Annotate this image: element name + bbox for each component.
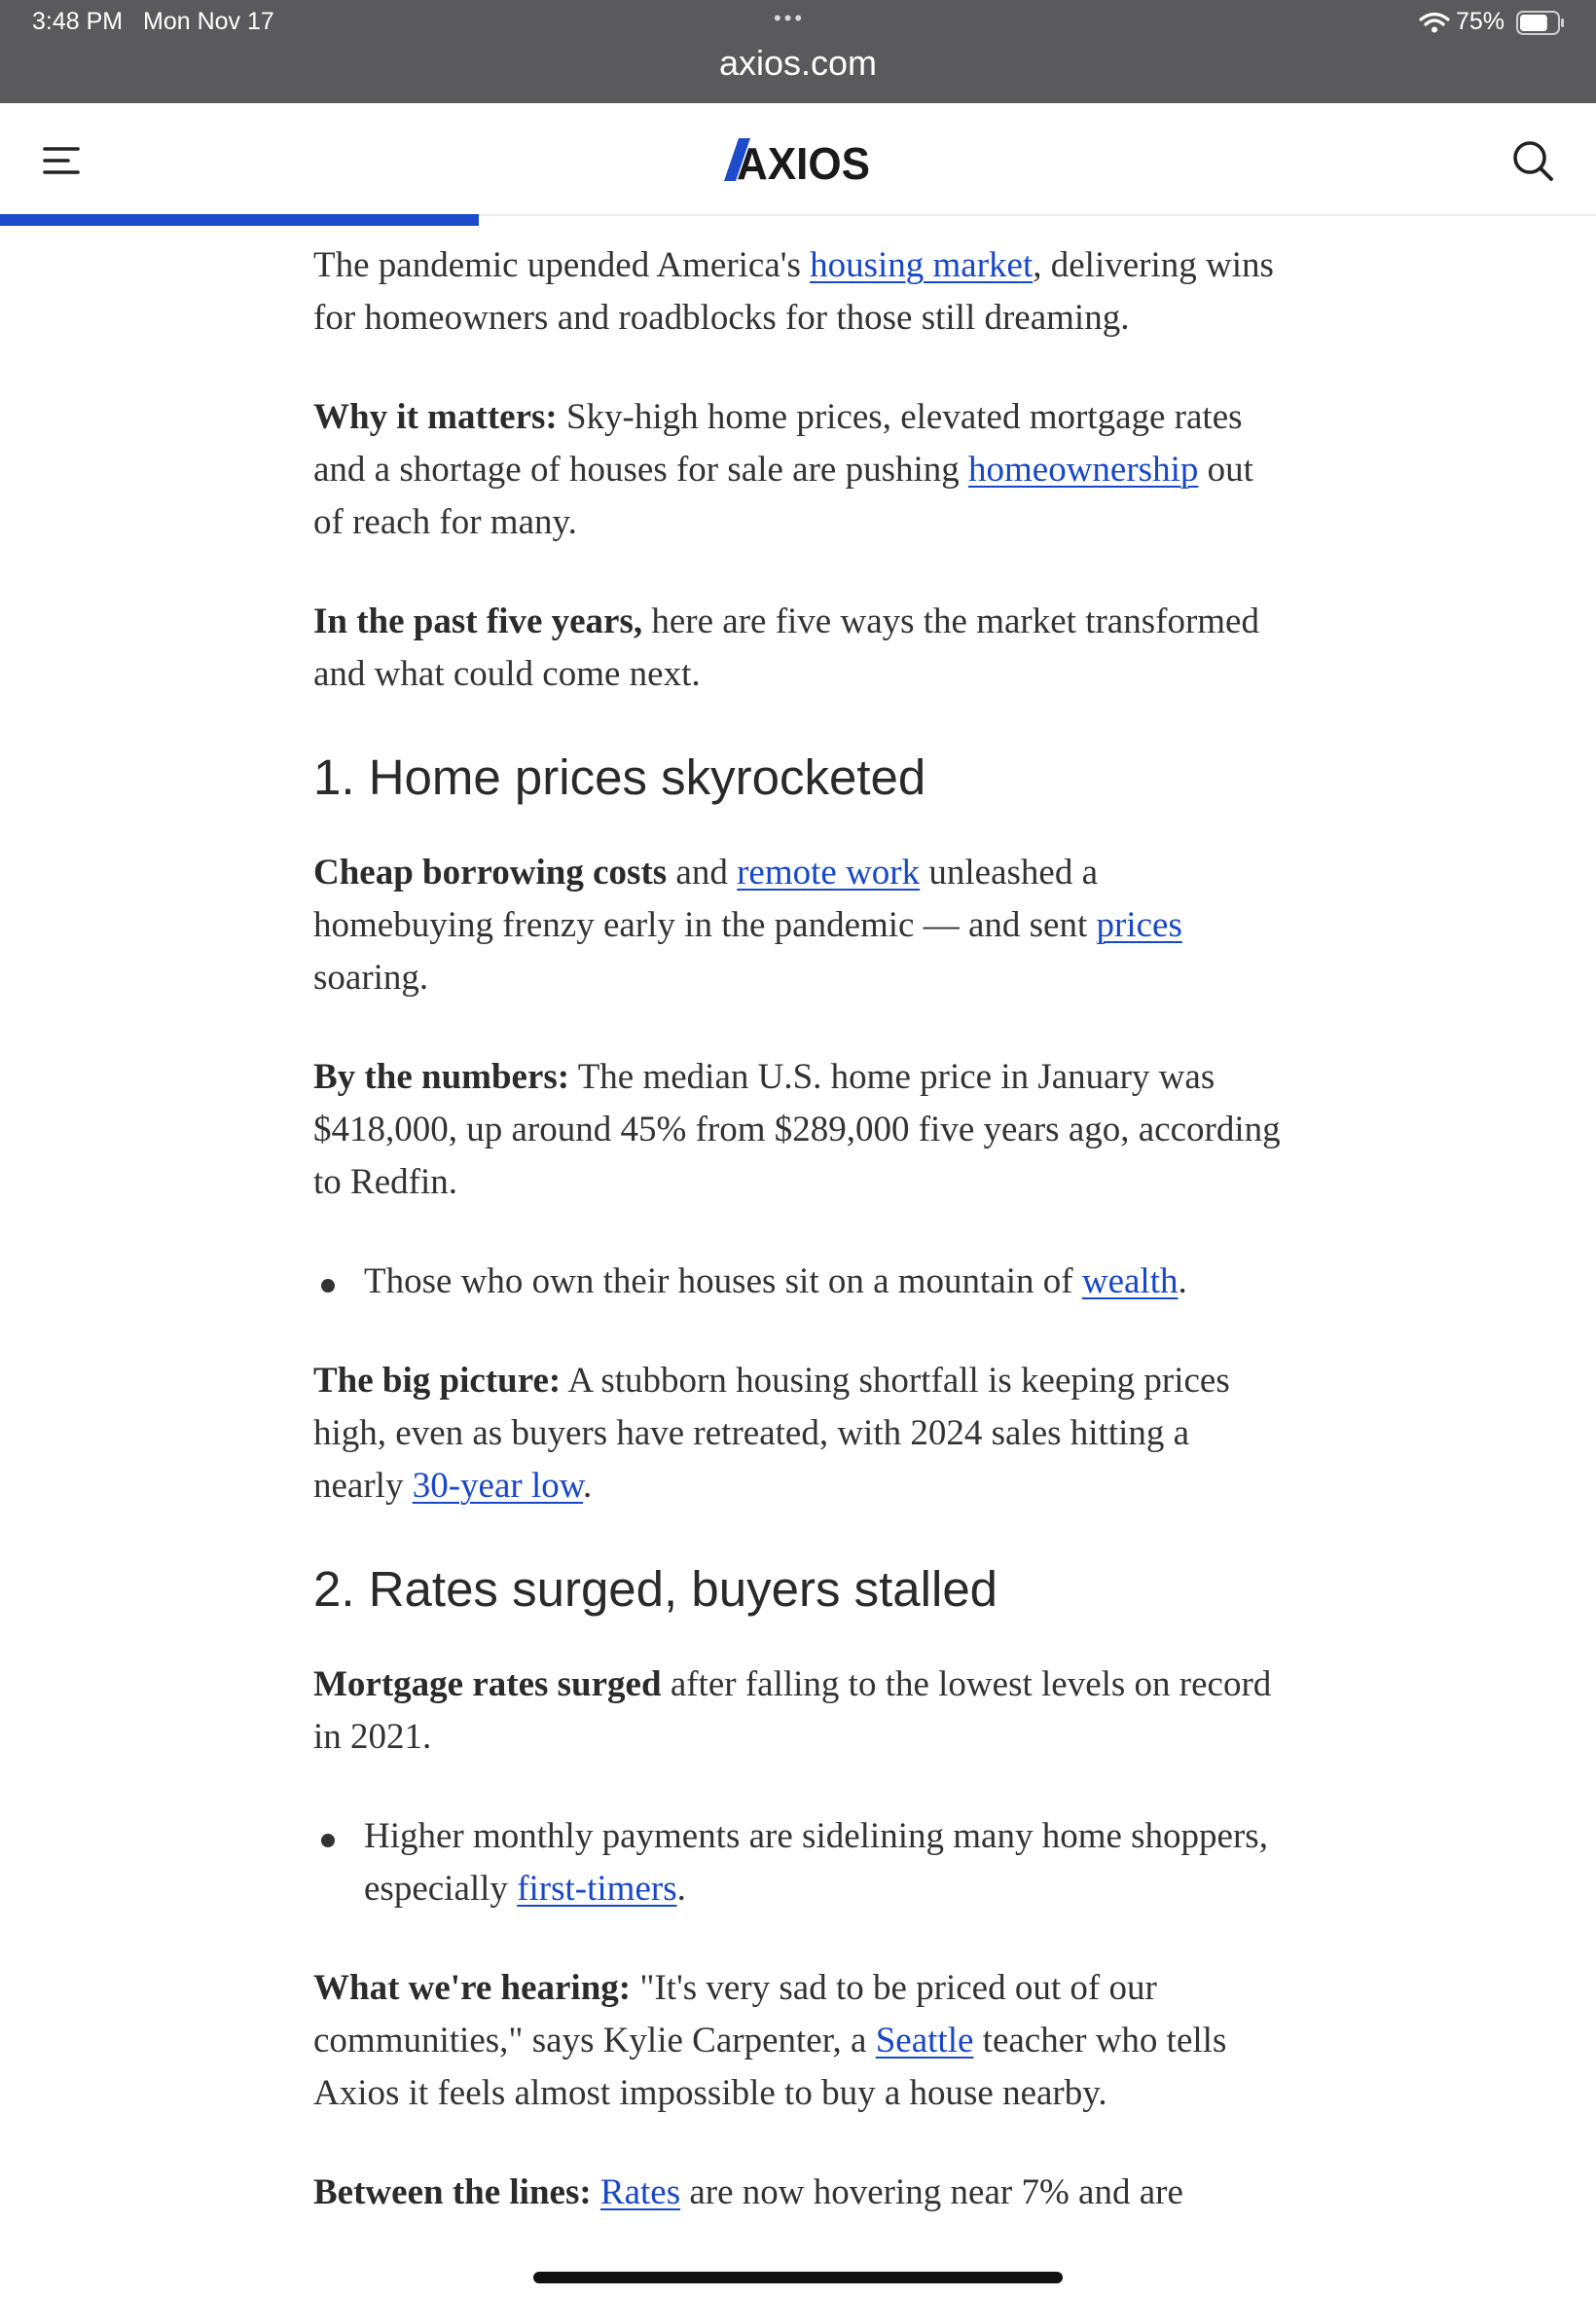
link-prices[interactable]: prices (1096, 905, 1182, 945)
why-it-matters-paragraph: Why it matters: Sky-high home prices, elevated mortgage rates and a shortage of houses for sale are pushing homeownership out of reach for many. (313, 397, 1253, 542)
link-first-timers[interactable]: first-timers (517, 1869, 677, 1909)
link-wealth[interactable]: wealth (1081, 1261, 1179, 1301)
article-body (313, 239, 1287, 2266)
link-housing-market[interactable]: housing market (810, 245, 1034, 285)
big-picture-paragraph: The big picture: A stubborn housing shortfall is keeping prices high, even as buyers have retreated, with 2024 sales hitting a nearly 30-year low. (313, 1361, 1230, 1506)
reading-progress-bar (0, 214, 1596, 226)
by-the-numbers-paragraph: By the numbers: The median U.S. home price in January was $418,000, up around 45% from $289,000 five years ago, according to Redfin. (313, 1057, 1281, 1202)
section-heading-1: 1. Home prices skyrocketed (313, 749, 926, 805)
battery-icon (1516, 11, 1565, 35)
bullet-list (313, 1810, 1287, 1915)
bullet-list (313, 1256, 1287, 1308)
link-remote-work[interactable]: remote work (737, 853, 921, 893)
status-bar (0, 0, 1596, 103)
past-five-years-paragraph: In the past five years, here are five ways the market transformed and what could come next. (313, 602, 1259, 694)
link-rates[interactable]: Rates (599, 2172, 681, 2212)
axios-logo[interactable] (724, 132, 872, 187)
status-time: 3:48 PM (32, 8, 124, 35)
link-30-year-low[interactable]: 30-year low (412, 1466, 584, 1506)
what-were-hearing-paragraph: What we're hearing: "It's very sad to be priced out of our communities," says Kylie Carpenter, a Seattle teacher who tells Axios it feels almost impossible to buy a house nearby. (313, 1968, 1227, 2113)
section-heading-2: 2. Rates surged, buyers stalled (313, 1561, 998, 1617)
reading-progress-fill (0, 214, 479, 226)
intro-paragraph: The pandemic upended America's housing market, delivering wins for homeowners and roadblocks for those still dreaming. (313, 245, 1274, 338)
battery-percent: 75% (1456, 8, 1505, 35)
between-the-lines-paragraph: Between the lines: Rates are now hovering near 7% and are (313, 2172, 1183, 2212)
wifi-icon (1419, 12, 1450, 33)
multitasking-dots-icon[interactable]: ••• (774, 6, 806, 30)
list-item: Those who own their houses sit on a mountain of wealth. (313, 1256, 1287, 1308)
home-indicator[interactable] (533, 2272, 1063, 2283)
link-seattle[interactable]: Seattle (875, 2021, 974, 2060)
cheap-borrowing-paragraph: Cheap borrowing costs and remote work unleashed a homebuying frenzy early in the pandemic — and sent prices soaring. (313, 853, 1182, 998)
svg-text:AXIOS: AXIOS (737, 138, 870, 187)
hamburger-menu-icon[interactable] (43, 146, 82, 175)
list-item: Higher monthly payments are sidelining many home shoppers, especially first-timers. (313, 1810, 1287, 1915)
address-bar-url[interactable]: axios.com (718, 43, 878, 83)
status-date: Mon Nov 17 (143, 8, 274, 35)
link-homeownership[interactable]: homeownership (968, 450, 1199, 490)
site-header (0, 103, 1596, 216)
search-icon[interactable] (1510, 138, 1555, 183)
mortgage-rates-paragraph: Mortgage rates surged after falling to the lowest levels on record in 2021. (313, 1664, 1272, 1757)
